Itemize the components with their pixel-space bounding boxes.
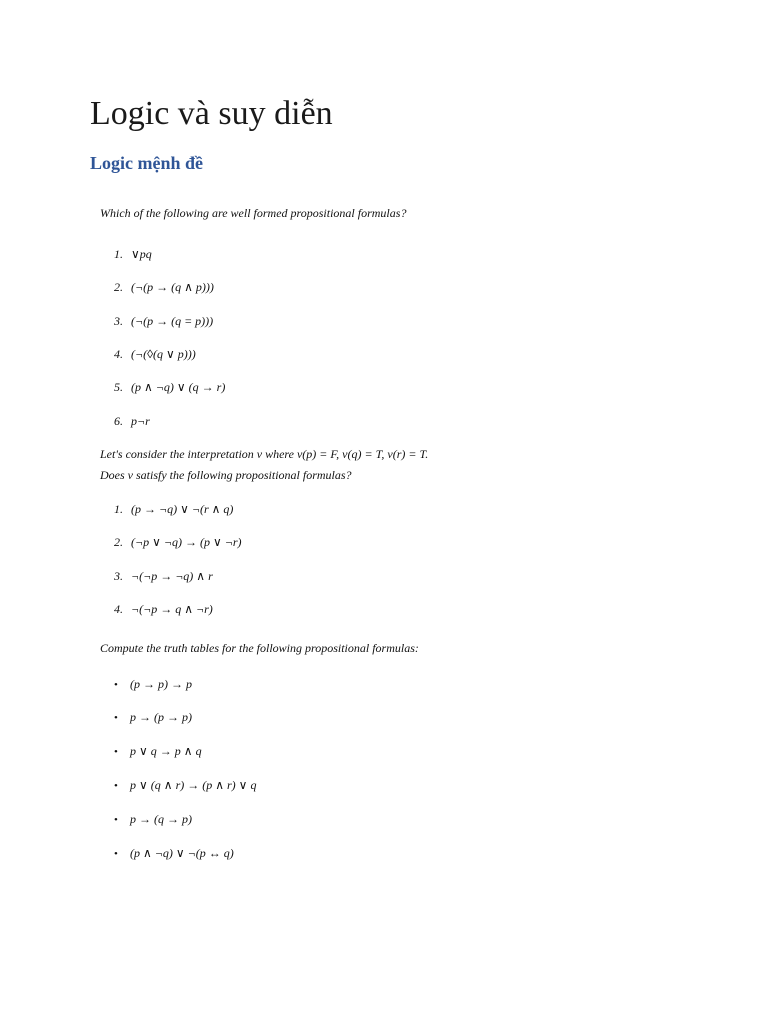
formula: (¬p ∨ ¬q) → (p ∨ ¬r)	[131, 535, 242, 549]
list-item	[114, 499, 233, 519]
formula: p → (q → p)	[130, 812, 192, 826]
list-item	[114, 599, 213, 619]
list-item	[114, 344, 196, 364]
item-number: 2.	[114, 280, 123, 294]
exercise-prompt	[100, 638, 419, 659]
prompt-line: Let's consider the interpretation v where v(p) = F, v(q) = T, v(r) = T.	[100, 447, 429, 461]
prompt-line: Compute the truth tables for the following propositional formulas:	[100, 641, 419, 655]
formula: (p → p) → p	[130, 677, 192, 691]
item-number: 4.	[114, 347, 123, 361]
section-heading: Logic mệnh đề	[90, 153, 204, 173]
bullet-marker: •	[114, 848, 118, 860]
list-item	[114, 775, 256, 795]
item-number: 1.	[114, 247, 123, 261]
bullet-marker: •	[114, 780, 118, 792]
list-item	[114, 674, 192, 694]
list-item	[114, 707, 192, 727]
formula: (p → ¬q) ∨ ¬(r ∧ q)	[131, 502, 234, 516]
bullet-marker: •	[114, 679, 118, 691]
bullet-marker: •	[114, 814, 118, 826]
formula: ∨pq	[131, 247, 152, 261]
exercise-prompt	[100, 203, 406, 224]
list-item	[114, 277, 214, 297]
list-item	[114, 244, 152, 264]
item-number: 1.	[114, 502, 123, 516]
formula: (¬(◊(q ∨ p)))	[131, 347, 196, 361]
item-number: 6.	[114, 414, 123, 428]
formula: (p ∧ ¬q) ∨ (q → r)	[131, 380, 226, 394]
prompt-line: Which of the following are well formed propositional formulas?	[100, 206, 407, 220]
bullet-marker: •	[114, 712, 118, 724]
list-item	[114, 809, 192, 829]
list-item	[114, 741, 202, 761]
formula: (p ∧ ¬q) ∨ ¬(p ↔ q)	[130, 846, 234, 860]
formula: p¬r	[131, 414, 150, 428]
list-item	[114, 311, 213, 331]
list-item	[114, 377, 225, 397]
page-title: Logic và suy diễn	[90, 95, 333, 132]
formula: p → (p → p)	[130, 710, 192, 724]
bullet-marker: •	[114, 746, 118, 758]
formula: ¬(¬p → ¬q) ∧ r	[131, 569, 213, 583]
item-number: 2.	[114, 535, 123, 549]
item-number: 3.	[114, 569, 123, 583]
prompt-line: Does v satisfy the following propositional formulas?	[100, 468, 352, 482]
exercise-prompt	[100, 444, 428, 486]
item-number: 4.	[114, 602, 123, 616]
item-number: 3.	[114, 314, 123, 328]
formula: p ∨ q → p ∧ q	[130, 744, 202, 758]
item-number: 5.	[114, 380, 123, 394]
formula: p ∨ (q ∧ r) → (p ∧ r) ∨ q	[130, 778, 257, 792]
formula: (¬(p → (q ∧ p)))	[131, 280, 214, 294]
list-item	[114, 532, 242, 552]
list-item	[114, 566, 213, 586]
formula: ¬(¬p → q ∧ ¬r)	[131, 602, 213, 616]
formula: (¬(p → (q = p)))	[131, 314, 214, 328]
list-item	[114, 843, 234, 863]
list-item	[114, 411, 150, 431]
